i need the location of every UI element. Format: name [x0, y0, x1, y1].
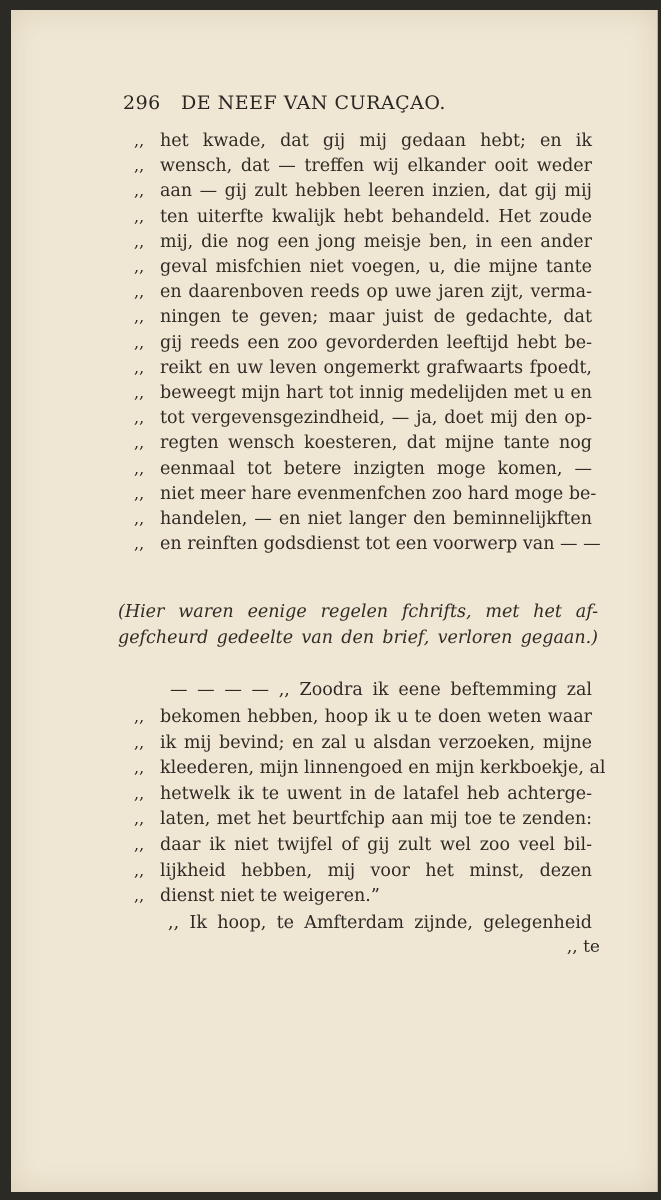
quote-mark: ,,: [134, 861, 145, 880]
italic-note-line: gefcheurd gedeelte van den brief, verloren gegaan.): [118, 628, 598, 648]
text-line: aan — gij zult hebben leeren inzien, dat gij mij: [160, 181, 592, 201]
text-line: en reinften godsdienst tot een voorwerp van — —: [160, 534, 601, 554]
text-line: en daarenboven reeds op uwe jaren zijt, verma-: [160, 282, 592, 302]
running-title: DE NEEF VAN CURAÇAO.: [181, 92, 446, 114]
page-header: [123, 92, 523, 122]
catchword: ,, te: [566, 937, 600, 957]
quote-mark: ,,: [134, 758, 145, 777]
text-line: hetwelk ik te uwent in de latafel heb achterge-: [160, 784, 592, 804]
text-line: — — — — ,, Zoodra ik eene beftemming zal: [170, 680, 592, 700]
text-line: ningen te geven; maar juist de gedachte, dat: [160, 307, 592, 327]
text-line: tot vergevensgezindheid, — ja, doet mij den op-: [160, 408, 592, 428]
quote-mark: ,,: [134, 181, 145, 200]
quote-mark: ,,: [134, 408, 145, 427]
text-line: bekomen hebben, hoop ik u te doen weten waar: [160, 707, 592, 727]
text-line: lijkheid hebben, mij voor het minst, dezen: [160, 861, 592, 881]
text-line: gij reeds een zoo gevorderden leeftijd hebt be-: [160, 333, 592, 353]
text-line: kleederen, mijn linnengoed en mijn kerkboekje, al: [160, 758, 606, 778]
quote-mark: ,,: [134, 257, 145, 276]
text-line: dienst niet te weigeren.”: [160, 886, 380, 906]
text-line: eenmaal tot betere inzigten moge komen, —: [160, 459, 592, 479]
text-line: regten wensch koesteren, dat mijne tante nog: [160, 433, 592, 453]
text-line: ,, Ik hoop, te Amfterdam zijnde, gelegenheid: [168, 913, 592, 933]
quote-mark: ,,: [134, 307, 145, 326]
text-line: beweegt mijn hart tot innig medelijden met u en: [160, 383, 592, 403]
quote-mark: ,,: [134, 733, 145, 752]
quote-mark: ,,: [134, 383, 145, 402]
quote-mark: ,,: [134, 484, 145, 503]
quote-mark: ,,: [134, 433, 145, 452]
quote-mark: ,,: [134, 835, 145, 854]
text-line: daar ik niet twijfel of gij zult wel zoo veel bil-: [160, 835, 592, 855]
quote-mark: ,,: [134, 131, 145, 150]
text-line: wensch, dat — treffen wij elkander ooit weder: [160, 156, 592, 176]
text-line: reikt en uw leven ongemerkt grafwaarts fpoedt,: [160, 358, 592, 378]
text-line: het kwade, dat gij mij gedaan hebt; en ik: [160, 131, 592, 151]
text-line: ten uiterfte kwalijk hebt behandeld. Het zoude: [160, 207, 592, 227]
quote-mark: ,,: [134, 886, 145, 905]
quote-mark: ,,: [134, 207, 145, 226]
quote-mark: ,,: [134, 232, 145, 251]
italic-note-line: (Hier waren eenige regelen fchrifts, met het af-: [118, 602, 598, 622]
text-line: laten, met het beurtfchip aan mij toe te zenden:: [160, 809, 592, 829]
quote-mark: ,,: [134, 282, 145, 301]
quote-mark: ,,: [134, 358, 145, 377]
text-line: geval misfchien niet voegen, u, die mijne tante: [160, 257, 592, 277]
quote-mark: ,,: [134, 156, 145, 175]
quote-mark: ,,: [134, 707, 145, 726]
quote-mark: ,,: [134, 784, 145, 803]
text-line: mij, die nog een jong meisje ben, in een ander: [160, 232, 592, 252]
text-line: ik mij bevind; en zal u alsdan verzoeken, mijne: [160, 733, 592, 753]
quote-mark: ,,: [134, 509, 145, 528]
text-line: handelen, — en niet langer den beminnelijkften: [160, 509, 592, 529]
quote-mark: ,,: [134, 333, 145, 352]
text-line: niet meer hare evenmenfchen zoo hard moge be-: [160, 484, 597, 504]
page-number: 296: [123, 92, 161, 114]
quote-mark: ,,: [134, 459, 145, 478]
quote-mark: ,,: [134, 534, 145, 553]
quote-mark: ,,: [134, 809, 145, 828]
